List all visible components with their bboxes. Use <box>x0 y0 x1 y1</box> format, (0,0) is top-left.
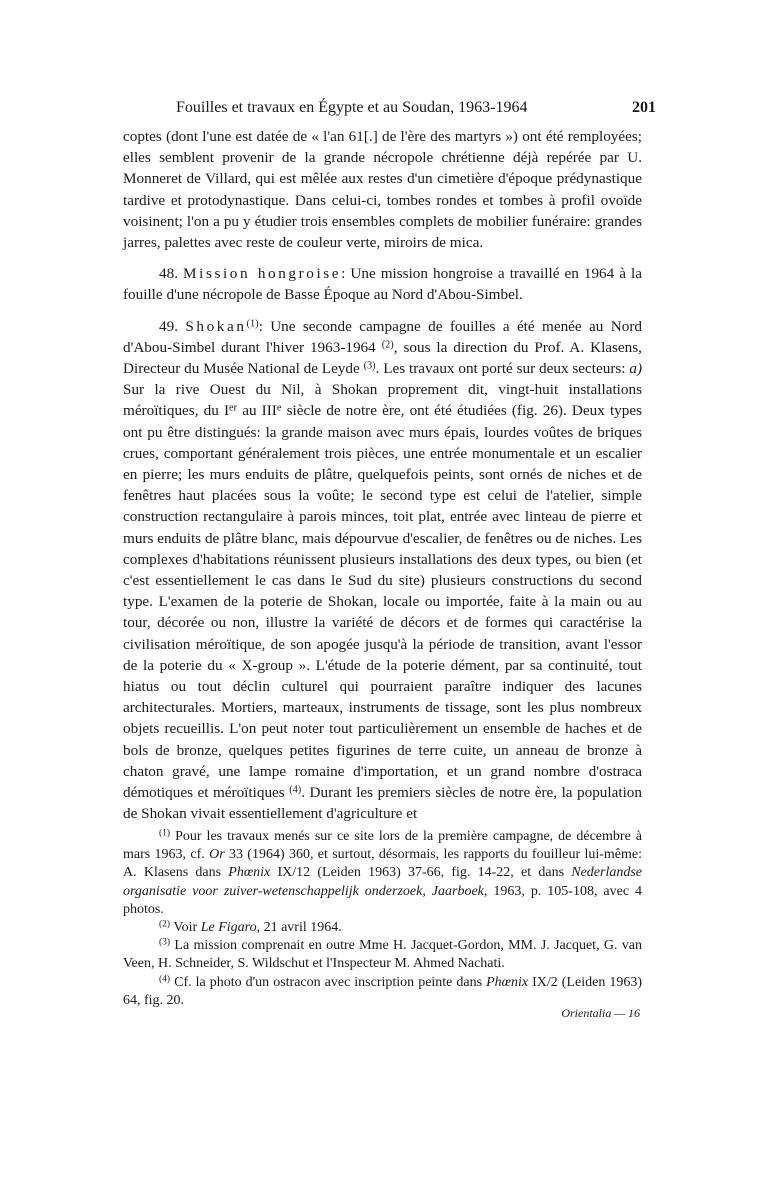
paragraph-49: 49. Shokan$^{(1)}$: Une seconde campagne de fouilles a été menée au Nord d'Abou-Simbel durant l'hiver 1963-1964 $^{(2)}$, sous la direction du Prof. A. Klasens, Directeur du Musée National de Leyde $^{(3)}$. Les travaux ont porté sur deux secteurs: a) Sur la rive Ouest du Nil, à Shokan proprement dit, vingt-huit installations méroïtiques, du Ier au IIIe siècle de notre ère, ont été étudiées (fig. 26). Deux types ont pu être distingués: la grande maison avec murs épais, lourdes voûtes de briques crues, comportant généralement trois pièces, une entrée monumentale et un escalier en pierre; les murs enduits de plâtre, quelquefois peints, sont ornés de niches et de fenêtres haut placées sous la voûte; le second type est celui de l'atelier, simple construction rectangulaire à parois minces, toit plat, entrée avec linteau de pierre et murs enduits de plâtre blanc, mais dépourvue d'escalier, de fenêtres ou de niches. Les complexes d'habitations réunissent plusieurs installations des deux types, ou bien (et c'est essentiellement le cas dans le Sud du site) plusieurs constructions du second type. L'examen de la poterie de Shokan, locale ou importée, faite à la main ou au tour, décorée ou non, illustre la variété de décors et de formes qui caractérise la civilisation méroïtique, de son apogée jusqu'à la période de transition, avant l'essor de la poterie du « X-group ». L'étude de la poterie dément, par sa continuité, tout hiatus ou tout déclin culturel qui pourraient paraître indiquer des lacunes architecturales. Mortiers, marteaux, instruments de tissage, sont les plus nombreux objets recueillis. L'on peut noter tout particulièrement un ensemble de haches et de bols de bronze, quelques petites figurines de terre cuite, un anneau de bronze à chaton gravé, une lampe romaine d'importation, et un grand nombre d'ostraca démotiques et méroïtiques $^{(4)}$. Durant les premiers siècles de notre ère, la population de Shokan vivait essentiellement d'agriculture et <box>123 317 643 823</box>
section-number: 48. <box>159 265 178 283</box>
page-number: 201 <box>632 99 656 116</box>
section-heading: Shokan <box>185 317 247 335</box>
footnote-ref: (2) <box>381 339 394 351</box>
section-number: 49. <box>159 317 178 335</box>
footnote-ref: (3) <box>363 360 376 372</box>
footnote-ref: (4) <box>289 784 302 796</box>
running-title: Fouilles et travaux en Égypte et au Soudan, 1963-1964 <box>176 99 528 116</box>
signature-mark: Orientalia — 16 <box>561 1006 640 1020</box>
paragraph-48: 48. Mission hongroise: Une mission hongroise a travaillé en 1964 à la fouille d'une nécropole de Basse Époque au Nord d'Abou-Simbel. <box>123 265 643 304</box>
footnote-3: $^{(3)}$ La mission comprenait en outre Mme H. Jacquet-Gordon, MM. J. Jacquet, G. van Veen, H. Schneider, S. Wildschut et l'Inspecteur M. Ahmed Nachati. <box>123 937 642 972</box>
footnotes <box>123 828 642 1010</box>
paragraph-continued: coptes (dont l'une est datée de « l'an 61[.] de l'ère des martyrs ») ont été remployées; elles semblent provenir de la grande nécropole chrétienne déjà repérée par U. Monneret de Villard, qui est mêlée aux restes d'un cimetière d'époque prédynastique tardive et protodynastique. Dans celui-ci, tombes rondes et tombes à profil ovoïde voisinent; l'on a pu y étudier trois ensembles complets de mobilier funéraire: grandes jarres, palettes avec reste de couleur verte, miroirs de mica. <box>123 128 642 252</box>
footnote-4: $^{(4)}$ Cf. la photo d'un ostracon avec inscription peinte dans Phœnix IX/2 (Leiden 1963) 64, fig. 20. <box>123 974 642 1008</box>
footnote-ref: (1) <box>246 317 259 329</box>
footnote-1: $^{(1)}$ Pour les travaux menés sur ce site lors de la première campagne, de décembre à mars 1963, cf. Or 33 (1964) 360, et surtout, désormais, les rapports du fouilleur lui-même: A. Klasens dans Phœnix IX/12 (Leiden 1963) 37-66, fig. 14-22, et dans Nederlandse organisatie voor zuiver-wetenschappelijk onderzoek, Jaarboek, 1963, p. 105-108, avec 4 photos. <box>123 828 643 917</box>
section-heading: Mission hongroise <box>183 265 342 283</box>
body-text <box>123 126 642 825</box>
footnote-2: $^{(2)}$ Voir Le Figaro, 21 avril 1964. <box>159 919 342 936</box>
